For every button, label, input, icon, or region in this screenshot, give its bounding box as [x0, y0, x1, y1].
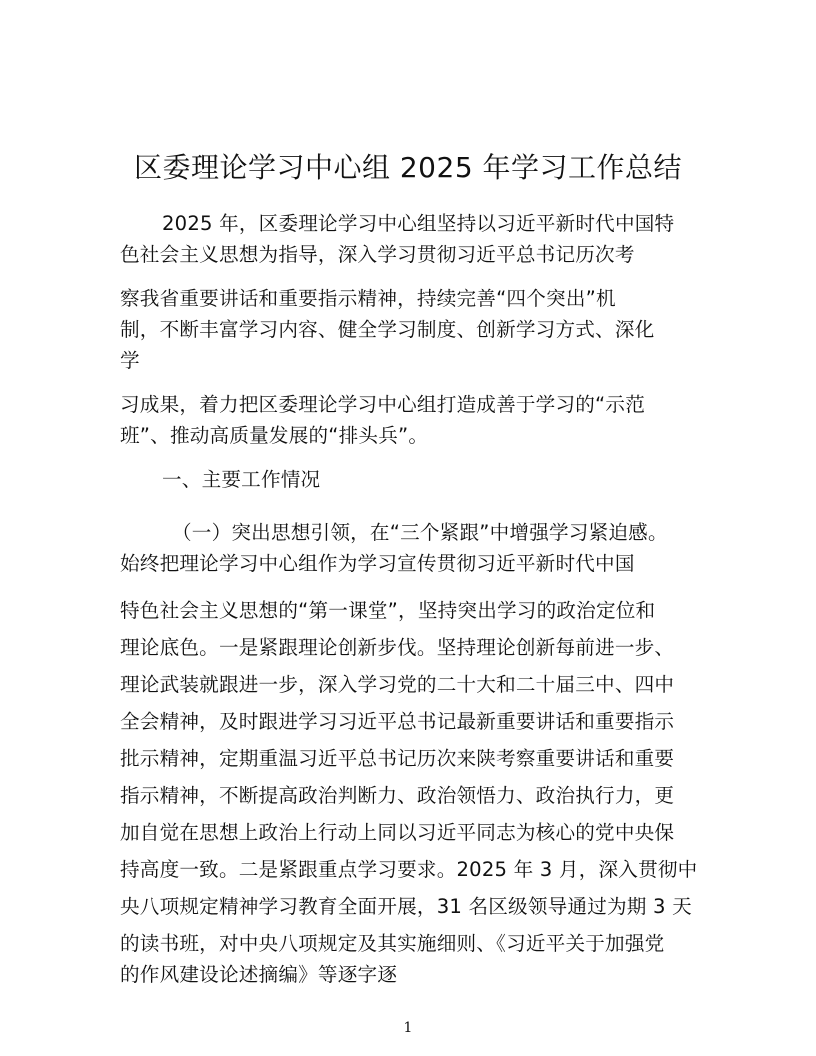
- paragraph-line: 全会精神，及时跟进学习习近平总书记最新重要讲话和重要指示: [120, 710, 675, 733]
- paragraph-line: 2025 年，区委理论学习中心组坚持以习近平新时代中国特: [162, 212, 675, 235]
- paragraph-line: 持高度一致。二是紧跟重点学习要求。2025 年 3 月，深入贯彻中: [120, 858, 698, 881]
- paragraph-line: 制，不断丰富学习内容、健全学习制度、创新学习方式、深化: [120, 318, 655, 341]
- page-number: 1: [403, 1020, 413, 1036]
- subsection-heading: （一）突出思想引领，在“三个紧跟”中增强学习紧迫感。: [172, 521, 668, 544]
- paragraph-line: 理论底色。一是紧跟理论创新步伐。坚持理论创新每前进一步、: [120, 636, 675, 659]
- paragraph-line: 学: [120, 349, 140, 372]
- document-title: 区委理论学习中心组 2025 年学习工作总结: [133, 151, 683, 184]
- paragraph-line: 加自觉在思想上政治上行动上同以习近平同志为核心的党中央保: [120, 821, 675, 844]
- paragraph-line: 察我省重要讲话和重要指示精神，持续完善“四个突出”机: [120, 287, 616, 310]
- paragraph-line: 的读书班，对中央八项规定及其实施细则、《习近平关于加强党: [120, 932, 665, 955]
- paragraph-line: 批示精神，定期重温习近平总书记历次来陕考察重要讲话和重要: [120, 747, 675, 770]
- paragraph-line: 的作风建设论述摘编》等逐字逐: [120, 963, 398, 986]
- paragraph-line: 色社会主义思想为指导，深入学习贯彻习近平总书记历次考: [120, 243, 635, 266]
- paragraph-line: 理论武装就跟进一步，深入学习党的二十大和二十届三中、四中: [120, 673, 675, 696]
- paragraph-line: 央八项规定精神学习教育全面开展，31 名区级领导通过为期 3 天: [120, 895, 692, 918]
- paragraph-line: 班”、推动高质量发展的“排头兵”。: [120, 424, 429, 447]
- paragraph-line: 习成果，着力把区委理论学习中心组打造成善于学习的“示范: [120, 393, 645, 416]
- section-heading: 一、主要工作情况: [162, 468, 321, 491]
- paragraph-line: 始终把理论学习中心组作为学习宣传贯彻习近平新时代中国: [120, 552, 635, 575]
- paragraph-line: 指示精神，不断提高政治判断力、政治领悟力、政治执行力，更: [120, 784, 675, 807]
- paragraph-line: 特色社会主义思想的“第一课堂”，坚持突出学习的政治定位和: [120, 599, 656, 622]
